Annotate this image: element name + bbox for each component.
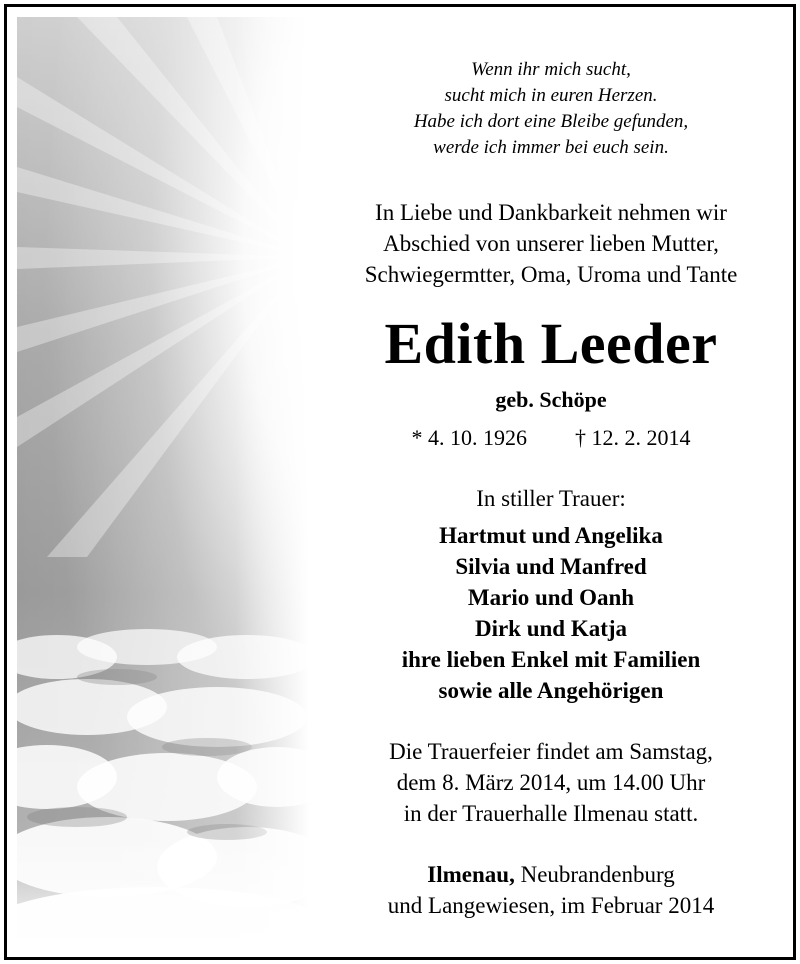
service-line: Die Trauerfeier findet am Samstag,	[389, 739, 713, 764]
closing-place-bold: Ilmenau,	[427, 862, 515, 887]
deceased-name: Edith Leeder	[384, 311, 718, 376]
mourner-name: Silvia und Manfred	[455, 554, 647, 579]
intro-line: In Liebe und Dankbarkeit nehmen wir	[375, 200, 727, 225]
maiden-name: geb. Schöpe	[495, 387, 607, 412]
poem-line: sucht mich in euren Herzen.	[444, 85, 658, 106]
poem-line: Habe ich dort eine Bleibe gefunden,	[413, 111, 689, 132]
poem-line: werde ich immer bei euch sein.	[433, 137, 669, 158]
mourner-name: sowie alle Angehörigen	[438, 678, 664, 703]
service-line: in der Trauerhalle Ilmenau statt.	[403, 801, 699, 826]
mourner-name: Hartmut und Angelika	[439, 523, 663, 548]
closing-place-rest: Neubrandenburg	[514, 862, 675, 887]
death-date: † 12. 2. 2014	[575, 425, 691, 450]
obituary-frame	[4, 4, 796, 960]
birth-date: * 4. 10. 1926	[411, 425, 527, 450]
life-dates	[309, 423, 793, 453]
mourner-name: Mario und Oanh	[467, 585, 635, 610]
poem-line: Wenn ihr mich sucht,	[471, 59, 631, 80]
intro-line: Schwiegermtter, Oma, Uroma und Tante	[364, 262, 738, 287]
mourner-name: ihre lieben Enkel mit Familien	[401, 647, 701, 672]
closing-date-line: und Langewiesen, im Februar 2014	[387, 893, 715, 918]
sun-rays-over-clouds-image	[17, 17, 309, 947]
mourners-label: In stiller Trauer:	[476, 486, 626, 511]
closing-place-line	[309, 859, 793, 890]
mourner-name: Dirk und Katja	[474, 616, 628, 641]
obituary-text	[309, 7, 793, 957]
service-line: dem 8. März 2014, um 14.00 Uhr	[396, 770, 706, 795]
intro-line: Abschied von unserer lieben Mutter,	[383, 231, 719, 256]
